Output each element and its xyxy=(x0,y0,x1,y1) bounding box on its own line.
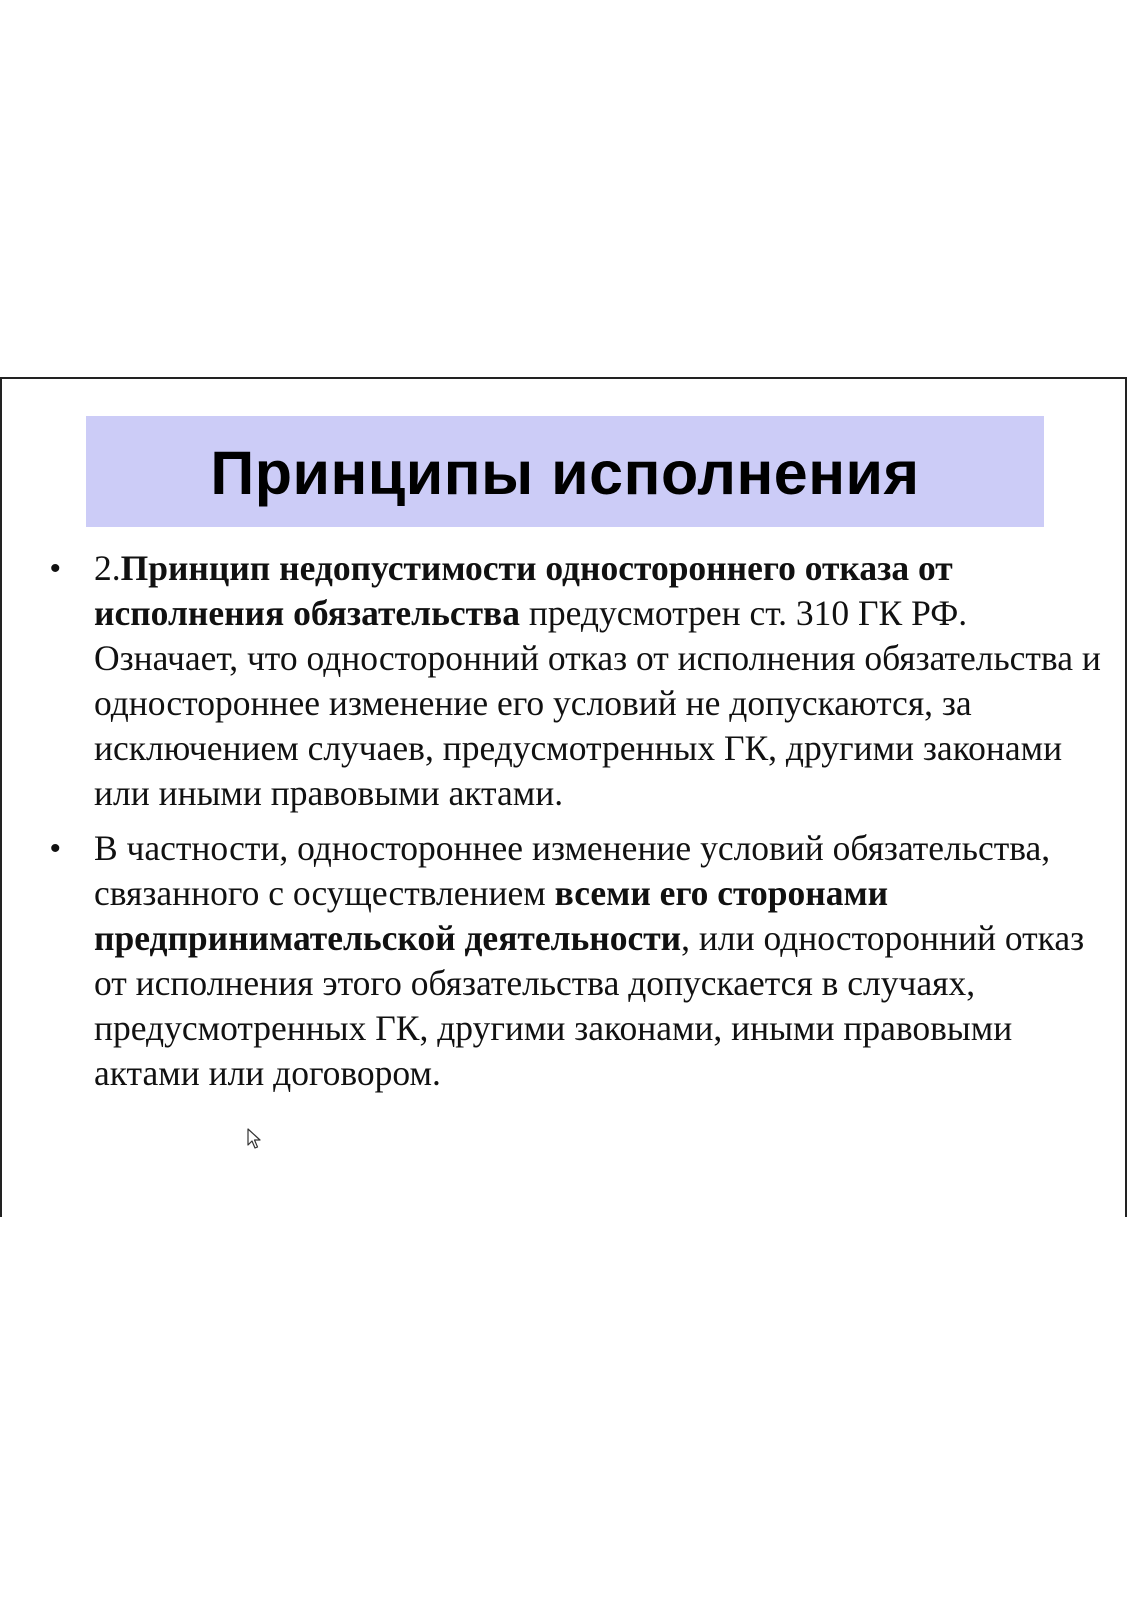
mouse-pointer-icon xyxy=(247,1128,261,1150)
bullet-dot: • xyxy=(50,832,61,865)
bullet-list xyxy=(50,546,1110,1096)
bullet-item xyxy=(50,826,1110,1096)
bullet-text-part: , или односторонний отказ от исполнения этого обязательства допускается в случаях, предусмотренных ГК, другими законами, иными правовыми актами или договором. xyxy=(94,918,1085,1093)
bullet-dot: • xyxy=(50,552,61,585)
bullet-item xyxy=(50,546,1110,816)
slide-title: Принципы исполнения xyxy=(210,439,920,507)
bullet-text-part: предусмотрен ст. 310 ГК РФ. Означает, что односторонний отказ от исполнения обязательства и одностороннее изменение его условий не допускаются, за исключением случаев, предусмотренных ГК, другими законами или иными правовыми актами. xyxy=(94,593,1101,813)
title-band xyxy=(86,416,1044,527)
slide xyxy=(0,377,1127,1217)
bullet-text-part: 2. xyxy=(94,548,121,588)
bullet-text-bold: Принцип недопустимости одностороннего отказа от исполнения обязательства xyxy=(94,548,953,633)
bullet-text-part: В частности, одностороннее изменение условий обязательства, связанного с осуществлением xyxy=(94,828,1051,913)
bullet-text-bold: всеми его сторонами предпринимательской деятельности xyxy=(94,873,889,958)
